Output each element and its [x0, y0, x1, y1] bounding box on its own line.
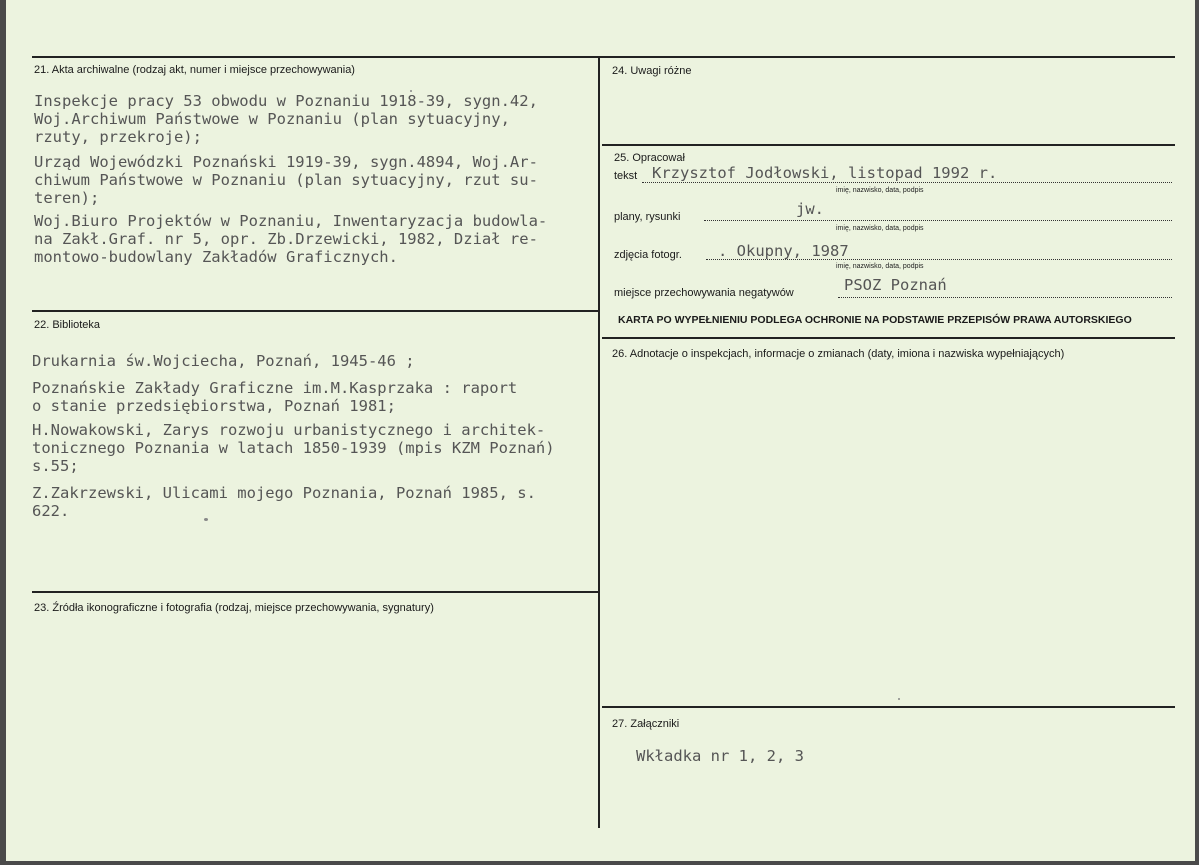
section-22-entry-1: Drukarnia św.Wojciecha, Poznań, 1945-46 ; [32, 352, 415, 370]
section-21-entry-1: Inspekcje pracy 53 obwodu w Poznaniu 1918-39, sygn.42, Woj.Archiwum Państwowe w Poznaniu (plan sytuacyjny, rzuty, przekroje); [34, 92, 538, 146]
ink-speck [898, 698, 900, 700]
zdjecia-hint: imię, nazwisko, data, podpis [836, 263, 924, 270]
rule-25-top [602, 144, 1175, 146]
rule-23-top [32, 591, 600, 593]
section-21-entry-2: Urząd Wojewódzki Poznański 1919-39, sygn.4894, Woj.Ar- chiwum Państwowe w Poznaniu (plan sytuacyjny, rzut su- teren); [34, 153, 538, 207]
section-23-label: 23. Źródła ikonograficzne i fotografia (rodzaj, miejsce przechowywania, sygnatury) [34, 602, 434, 614]
plany-hint: imię, nazwisko, data, podpis [836, 225, 924, 232]
rule-22-top [32, 310, 600, 312]
ink-speck [204, 518, 208, 521]
ink-speck [410, 90, 412, 92]
tekst-label: tekst [614, 170, 638, 182]
miejsce-value: PSOZ Poznań [844, 276, 947, 294]
zdjecia-label: zdjęcia fotogr. [614, 249, 682, 261]
section-25-label: 25. Opracował [614, 152, 685, 164]
archive-card [6, 0, 1195, 861]
top-rule [32, 56, 1175, 58]
rule-27-top [602, 706, 1175, 708]
miejsce-label: miejsce przechowywania negatywów [614, 287, 794, 299]
plany-value: jw. [796, 200, 824, 218]
tekst-value: Krzysztof Jodłowski, listopad 1992 r. [652, 164, 998, 182]
section-22-entry-3: H.Nowakowski, Zarys rozwoju urbanistycznego i architek- tonicznego Poznania w latach 1850-1939 (mpis KZM Poznań) s.55; [32, 421, 555, 475]
plany-label: plany, rysunki [614, 211, 681, 223]
tekst-dotline [642, 182, 1172, 183]
section-27-label: 27. Załączniki [612, 718, 680, 730]
section-22-entry-4: Z.Zakrzewski, Ulicami mojego Poznania, Poznań 1985, s. 622. [32, 484, 536, 520]
miejsce-dotline [838, 297, 1172, 298]
tekst-hint: imię, nazwisko, data, podpis [836, 187, 924, 194]
section-22-entry-2: Poznańskie Zakłady Graficzne im.M.Kasprzaka : raport o stanie przedsiębiorstwa, Poznań 1981; [32, 379, 518, 415]
copyright-notice: KARTA PO WYPEŁNIENIU PODLEGA OCHRONIE NA PODSTAWIE PRZEPISÓW PRAWA AUTORSKIEGO [618, 314, 1132, 326]
section-22-label: 22. Biblioteka [34, 319, 101, 331]
center-divider [598, 56, 600, 828]
rule-26-top [602, 337, 1175, 339]
plany-dotline [704, 220, 1172, 221]
section-21-entry-3: Woj.Biuro Projektów w Poznaniu, Inwentaryzacja budowla- na Zakł.Graf. nr 5, opr. Zb.Drzewicki, 1982, Dział re- montowo-budowlany Zakładów Graficznych. [34, 212, 548, 266]
section-24-label: 24. Uwagi różne [612, 65, 692, 77]
zdjecia-value: . Okupny, 1987 [718, 242, 849, 260]
section-26-label: 26. Adnotacje o inspekcjach, informacje o zmianach (daty, imiona i nazwiska wypełniających) [612, 348, 1065, 360]
section-21-label: 21. Akta archiwalne (rodzaj akt, numer i miejsce przechowywania) [34, 64, 355, 76]
section-27-value: Wkładka nr 1, 2, 3 [636, 747, 804, 765]
